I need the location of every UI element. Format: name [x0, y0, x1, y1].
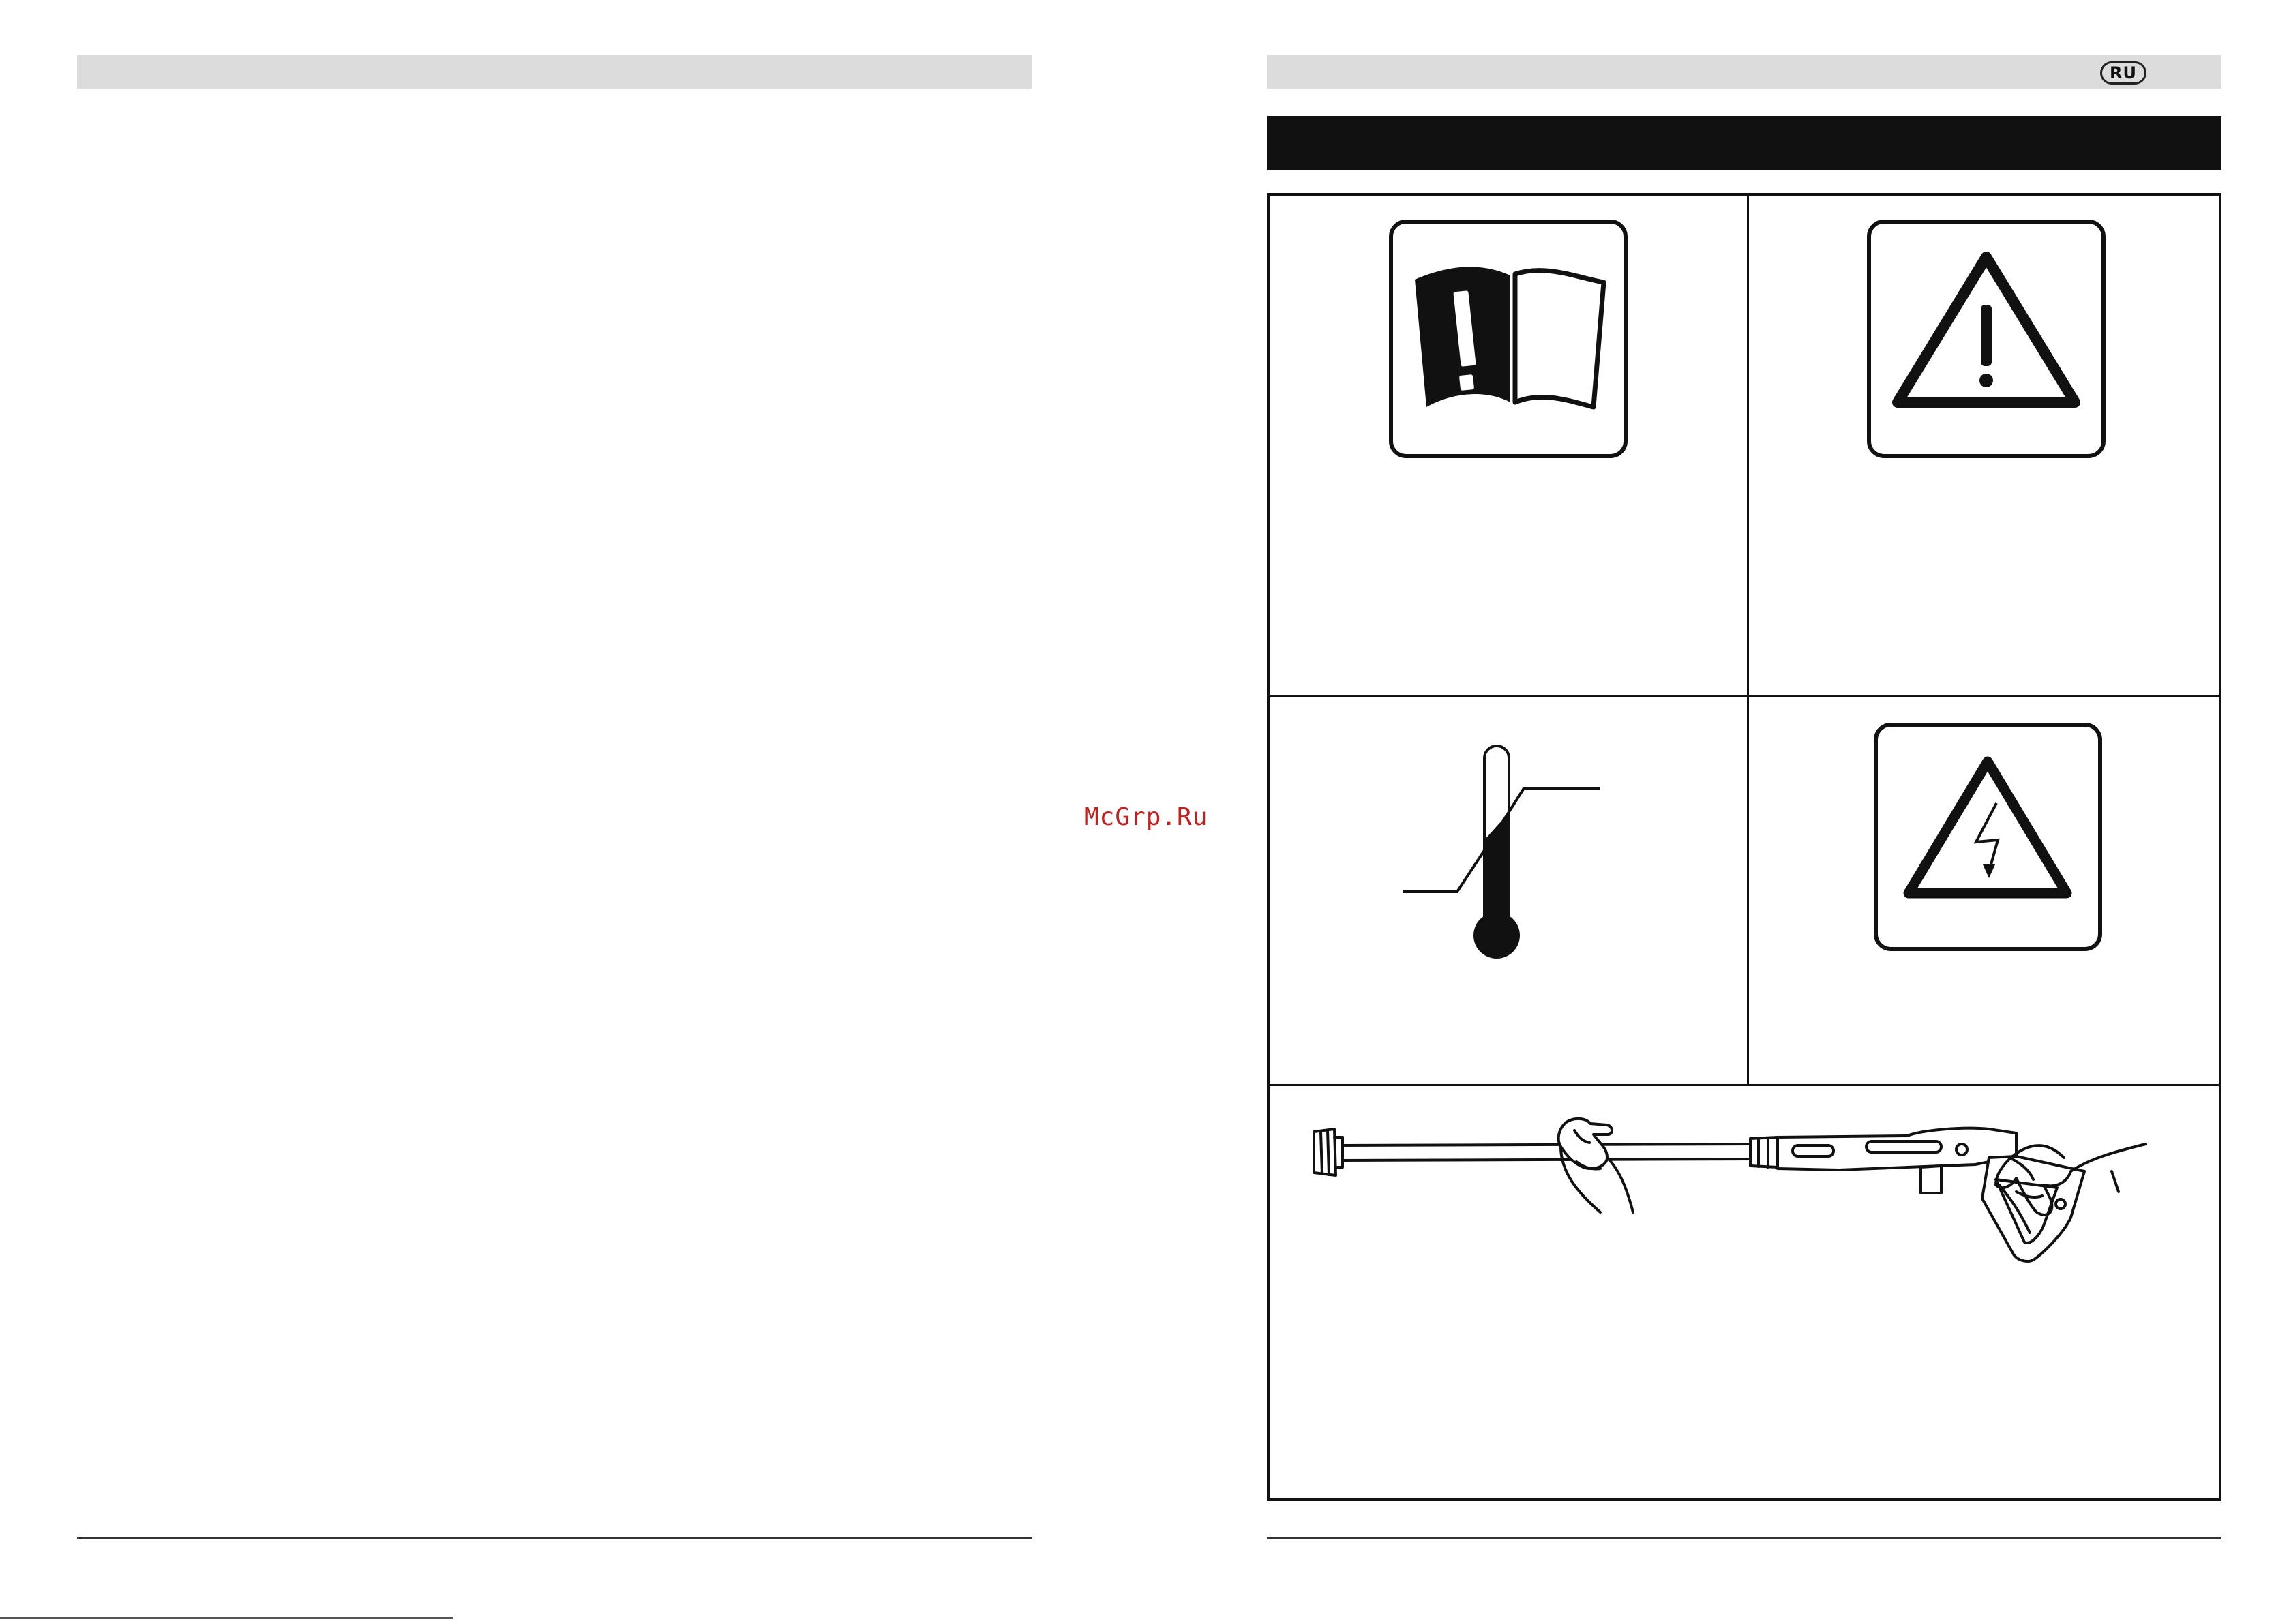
- manual-read-icon: [1389, 220, 1628, 458]
- language-badge: RU: [2100, 61, 2146, 85]
- thermometer-icon: [1403, 738, 1648, 983]
- symbol-cell-manual: [1270, 196, 1747, 695]
- symbols-table: [1267, 193, 2221, 1501]
- symbol-cell-electric: [1749, 697, 2224, 1084]
- electric-hazard-icon: [1874, 723, 2102, 951]
- spray-gun-icon: [1307, 1117, 2187, 1314]
- left-page-footer-rule: [77, 1537, 1032, 1539]
- symbol-cell-temperature: [1270, 697, 1747, 1084]
- section-title-band: [1267, 116, 2221, 170]
- symbol-cell-spray-gun: [1270, 1086, 2219, 1498]
- warning-triangle-icon: [1867, 220, 2106, 458]
- left-page-bottom-stub: [0, 1617, 453, 1619]
- left-page-header-bar: [77, 55, 1032, 89]
- watermark-text: McGrp.Ru: [1084, 803, 1208, 831]
- right-page-header-bar: [1267, 55, 2221, 89]
- symbol-cell-warning: [1749, 196, 2224, 695]
- right-page-footer-rule: [1267, 1537, 2221, 1539]
